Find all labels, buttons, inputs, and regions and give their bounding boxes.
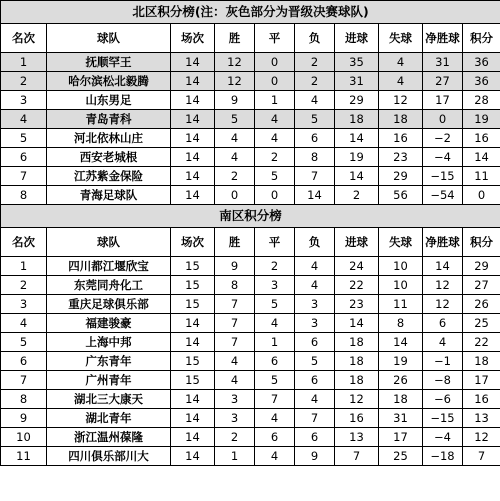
win-cell: 4 <box>215 148 255 167</box>
played-cell: 14 <box>171 167 215 186</box>
goal-diff-cell: −8 <box>423 371 463 390</box>
played-cell: 14 <box>171 72 215 91</box>
goals-for-cell: 14 <box>335 167 379 186</box>
team-cell: 青岛青科 <box>47 110 171 129</box>
loss-cell: 6 <box>295 129 335 148</box>
table-row <box>1 428 500 447</box>
win-cell: 1 <box>215 447 255 466</box>
loss-cell: 5 <box>295 352 335 371</box>
header-team: 球队 <box>47 228 171 257</box>
points-cell: 17 <box>463 371 500 390</box>
points-cell: 29 <box>463 257 500 276</box>
win-cell: 7 <box>215 333 255 352</box>
points-cell: 27 <box>463 276 500 295</box>
goal-diff-cell: −1 <box>423 352 463 371</box>
south-table-title: 南区积分榜 <box>1 205 500 228</box>
draw-cell: 6 <box>255 428 295 447</box>
goal-diff-cell: 31 <box>423 53 463 72</box>
table-row <box>1 276 500 295</box>
team-cell: 广州青年 <box>47 371 171 390</box>
rank-cell: 2 <box>1 72 47 91</box>
win-cell: 8 <box>215 276 255 295</box>
loss-cell: 3 <box>295 314 335 333</box>
goals-against-cell: 11 <box>379 295 423 314</box>
rank-cell: 7 <box>1 371 47 390</box>
goals-against-cell: 18 <box>379 390 423 409</box>
points-cell: 19 <box>463 110 500 129</box>
goal-diff-cell: 0 <box>423 110 463 129</box>
goals-against-cell: 8 <box>379 314 423 333</box>
win-cell: 2 <box>215 167 255 186</box>
rank-cell: 6 <box>1 148 47 167</box>
rank-cell: 5 <box>1 129 47 148</box>
goal-diff-cell: 12 <box>423 276 463 295</box>
loss-cell: 8 <box>295 148 335 167</box>
loss-cell: 4 <box>295 91 335 110</box>
header-played: 场次 <box>171 228 215 257</box>
win-cell: 2 <box>215 428 255 447</box>
goals-for-cell: 18 <box>335 110 379 129</box>
goal-diff-cell: −15 <box>423 409 463 428</box>
table-row <box>1 167 500 186</box>
north-title-row <box>1 1 500 24</box>
team-cell: 四川俱乐部川大 <box>47 447 171 466</box>
table-row <box>1 53 500 72</box>
standings-body <box>1 1 500 466</box>
table-row <box>1 371 500 390</box>
goal-diff-cell: −2 <box>423 129 463 148</box>
table-row <box>1 91 500 110</box>
table-row <box>1 148 500 167</box>
team-cell: 抚顺罕王 <box>47 53 171 72</box>
points-cell: 13 <box>463 409 500 428</box>
win-cell: 9 <box>215 257 255 276</box>
draw-cell: 5 <box>255 167 295 186</box>
loss-cell: 4 <box>295 257 335 276</box>
draw-cell: 5 <box>255 295 295 314</box>
goals-against-cell: 10 <box>379 257 423 276</box>
table-row <box>1 333 500 352</box>
south-title-row <box>1 205 500 228</box>
win-cell: 12 <box>215 72 255 91</box>
rank-cell: 6 <box>1 352 47 371</box>
team-cell: 广东青年 <box>47 352 171 371</box>
draw-cell: 4 <box>255 447 295 466</box>
draw-cell: 2 <box>255 257 295 276</box>
loss-cell: 6 <box>295 333 335 352</box>
rank-cell: 1 <box>1 257 47 276</box>
win-cell: 7 <box>215 314 255 333</box>
points-cell: 36 <box>463 72 500 91</box>
loss-cell: 7 <box>295 409 335 428</box>
goals-for-cell: 2 <box>335 186 379 205</box>
played-cell: 14 <box>171 428 215 447</box>
loss-cell: 2 <box>295 53 335 72</box>
goals-against-cell: 4 <box>379 72 423 91</box>
rank-cell: 3 <box>1 295 47 314</box>
goal-diff-cell: 6 <box>423 314 463 333</box>
table-row <box>1 257 500 276</box>
table-row <box>1 110 500 129</box>
draw-cell: 6 <box>255 352 295 371</box>
header-goal-diff: 净胜球 <box>423 24 463 53</box>
draw-cell: 4 <box>255 314 295 333</box>
team-cell: 浙江温州葆隆 <box>47 428 171 447</box>
header-win: 胜 <box>215 24 255 53</box>
win-cell: 7 <box>215 295 255 314</box>
team-cell: 江苏紫金保险 <box>47 167 171 186</box>
header-loss: 负 <box>295 24 335 53</box>
draw-cell: 3 <box>255 276 295 295</box>
played-cell: 14 <box>171 148 215 167</box>
win-cell: 4 <box>215 352 255 371</box>
rank-cell: 8 <box>1 186 47 205</box>
played-cell: 14 <box>171 447 215 466</box>
goal-diff-cell: −4 <box>423 428 463 447</box>
team-cell: 上海中邦 <box>47 333 171 352</box>
header-draw: 平 <box>255 228 295 257</box>
team-cell: 湖北青年 <box>47 409 171 428</box>
header-played: 场次 <box>171 24 215 53</box>
goals-for-cell: 14 <box>335 129 379 148</box>
played-cell: 14 <box>171 110 215 129</box>
header-points: 积分 <box>463 24 500 53</box>
goals-against-cell: 26 <box>379 371 423 390</box>
goal-diff-cell: −54 <box>423 186 463 205</box>
header-goals-against: 失球 <box>379 24 423 53</box>
goals-against-cell: 23 <box>379 148 423 167</box>
played-cell: 15 <box>171 257 215 276</box>
goal-diff-cell: 14 <box>423 257 463 276</box>
loss-cell: 5 <box>295 110 335 129</box>
table-row <box>1 390 500 409</box>
goals-for-cell: 35 <box>335 53 379 72</box>
goals-for-cell: 24 <box>335 257 379 276</box>
points-cell: 26 <box>463 295 500 314</box>
rank-cell: 4 <box>1 314 47 333</box>
north-table-title: 北区积分榜(注：灰色部分为晋级决赛球队) <box>1 1 500 24</box>
goals-for-cell: 19 <box>335 148 379 167</box>
played-cell: 14 <box>171 333 215 352</box>
draw-cell: 2 <box>255 148 295 167</box>
played-cell: 15 <box>171 276 215 295</box>
points-cell: 12 <box>463 428 500 447</box>
team-cell: 福建骏豪 <box>47 314 171 333</box>
table-row <box>1 314 500 333</box>
points-cell: 18 <box>463 352 500 371</box>
rank-cell: 9 <box>1 409 47 428</box>
header-draw: 平 <box>255 24 295 53</box>
goals-against-cell: 17 <box>379 428 423 447</box>
loss-cell: 3 <box>295 295 335 314</box>
team-cell: 四川都江堰欣宝 <box>47 257 171 276</box>
header-rank: 名次 <box>1 228 47 257</box>
goals-for-cell: 18 <box>335 352 379 371</box>
table-row <box>1 72 500 91</box>
draw-cell: 0 <box>255 186 295 205</box>
rank-cell: 10 <box>1 428 47 447</box>
goal-diff-cell: 17 <box>423 91 463 110</box>
win-cell: 0 <box>215 186 255 205</box>
goals-against-cell: 14 <box>379 333 423 352</box>
played-cell: 14 <box>171 91 215 110</box>
win-cell: 4 <box>215 371 255 390</box>
rank-cell: 4 <box>1 110 47 129</box>
team-cell: 重庆足球俱乐部 <box>47 295 171 314</box>
header-loss: 负 <box>295 228 335 257</box>
rank-cell: 8 <box>1 390 47 409</box>
draw-cell: 4 <box>255 409 295 428</box>
goals-for-cell: 14 <box>335 314 379 333</box>
table-row <box>1 352 500 371</box>
header-goal-diff: 净胜球 <box>423 228 463 257</box>
played-cell: 14 <box>171 409 215 428</box>
goals-against-cell: 25 <box>379 447 423 466</box>
goals-for-cell: 12 <box>335 390 379 409</box>
goal-diff-cell: 4 <box>423 333 463 352</box>
north-header-row <box>1 24 500 53</box>
header-goals-against: 失球 <box>379 228 423 257</box>
played-cell: 14 <box>171 314 215 333</box>
goals-for-cell: 13 <box>335 428 379 447</box>
played-cell: 15 <box>171 352 215 371</box>
table-row <box>1 409 500 428</box>
team-cell: 青海足球队 <box>47 186 171 205</box>
goal-diff-cell: 12 <box>423 295 463 314</box>
team-cell: 哈尔滨松北毅腾 <box>47 72 171 91</box>
goals-for-cell: 18 <box>335 371 379 390</box>
played-cell: 14 <box>171 390 215 409</box>
loss-cell: 6 <box>295 371 335 390</box>
draw-cell: 0 <box>255 72 295 91</box>
goals-against-cell: 4 <box>379 53 423 72</box>
goals-against-cell: 10 <box>379 276 423 295</box>
header-goals-for: 进球 <box>335 24 379 53</box>
loss-cell: 9 <box>295 447 335 466</box>
goals-against-cell: 29 <box>379 167 423 186</box>
played-cell: 14 <box>171 129 215 148</box>
win-cell: 4 <box>215 129 255 148</box>
win-cell: 3 <box>215 409 255 428</box>
points-cell: 0 <box>463 186 500 205</box>
loss-cell: 6 <box>295 428 335 447</box>
rank-cell: 1 <box>1 53 47 72</box>
table-row <box>1 295 500 314</box>
team-cell: 山东男足 <box>47 91 171 110</box>
loss-cell: 14 <box>295 186 335 205</box>
points-cell: 36 <box>463 53 500 72</box>
team-cell: 河北依林山庄 <box>47 129 171 148</box>
draw-cell: 5 <box>255 371 295 390</box>
rank-cell: 7 <box>1 167 47 186</box>
rank-cell: 11 <box>1 447 47 466</box>
goals-for-cell: 31 <box>335 72 379 91</box>
south-header-row <box>1 228 500 257</box>
header-team: 球队 <box>47 24 171 53</box>
goals-for-cell: 16 <box>335 409 379 428</box>
points-cell: 14 <box>463 148 500 167</box>
rank-cell: 2 <box>1 276 47 295</box>
win-cell: 12 <box>215 53 255 72</box>
team-cell: 东莞同舟化工 <box>47 276 171 295</box>
goals-against-cell: 16 <box>379 129 423 148</box>
goal-diff-cell: −15 <box>423 167 463 186</box>
goals-for-cell: 22 <box>335 276 379 295</box>
rank-cell: 5 <box>1 333 47 352</box>
goals-for-cell: 18 <box>335 333 379 352</box>
points-cell: 25 <box>463 314 500 333</box>
header-win: 胜 <box>215 228 255 257</box>
played-cell: 14 <box>171 53 215 72</box>
goals-for-cell: 7 <box>335 447 379 466</box>
draw-cell: 1 <box>255 91 295 110</box>
rank-cell: 3 <box>1 91 47 110</box>
goals-against-cell: 31 <box>379 409 423 428</box>
header-goals-for: 进球 <box>335 228 379 257</box>
loss-cell: 4 <box>295 276 335 295</box>
goals-against-cell: 18 <box>379 110 423 129</box>
played-cell: 15 <box>171 371 215 390</box>
goals-for-cell: 29 <box>335 91 379 110</box>
table-row <box>1 447 500 466</box>
points-cell: 7 <box>463 447 500 466</box>
team-cell: 西安老城根 <box>47 148 171 167</box>
goals-against-cell: 56 <box>379 186 423 205</box>
points-cell: 22 <box>463 333 500 352</box>
goals-against-cell: 19 <box>379 352 423 371</box>
loss-cell: 4 <box>295 390 335 409</box>
table-row <box>1 129 500 148</box>
table-row <box>1 186 500 205</box>
win-cell: 5 <box>215 110 255 129</box>
win-cell: 9 <box>215 91 255 110</box>
loss-cell: 7 <box>295 167 335 186</box>
header-rank: 名次 <box>1 24 47 53</box>
team-cell: 湖北三大康天 <box>47 390 171 409</box>
goals-for-cell: 23 <box>335 295 379 314</box>
header-points: 积分 <box>463 228 500 257</box>
points-cell: 28 <box>463 91 500 110</box>
goal-diff-cell: −18 <box>423 447 463 466</box>
draw-cell: 0 <box>255 53 295 72</box>
draw-cell: 7 <box>255 390 295 409</box>
draw-cell: 1 <box>255 333 295 352</box>
points-cell: 16 <box>463 390 500 409</box>
points-cell: 11 <box>463 167 500 186</box>
goal-diff-cell: 27 <box>423 72 463 91</box>
played-cell: 15 <box>171 295 215 314</box>
draw-cell: 4 <box>255 110 295 129</box>
goal-diff-cell: −6 <box>423 390 463 409</box>
goals-against-cell: 12 <box>379 91 423 110</box>
played-cell: 14 <box>171 186 215 205</box>
win-cell: 3 <box>215 390 255 409</box>
goal-diff-cell: −4 <box>423 148 463 167</box>
loss-cell: 2 <box>295 72 335 91</box>
draw-cell: 4 <box>255 129 295 148</box>
points-cell: 16 <box>463 129 500 148</box>
